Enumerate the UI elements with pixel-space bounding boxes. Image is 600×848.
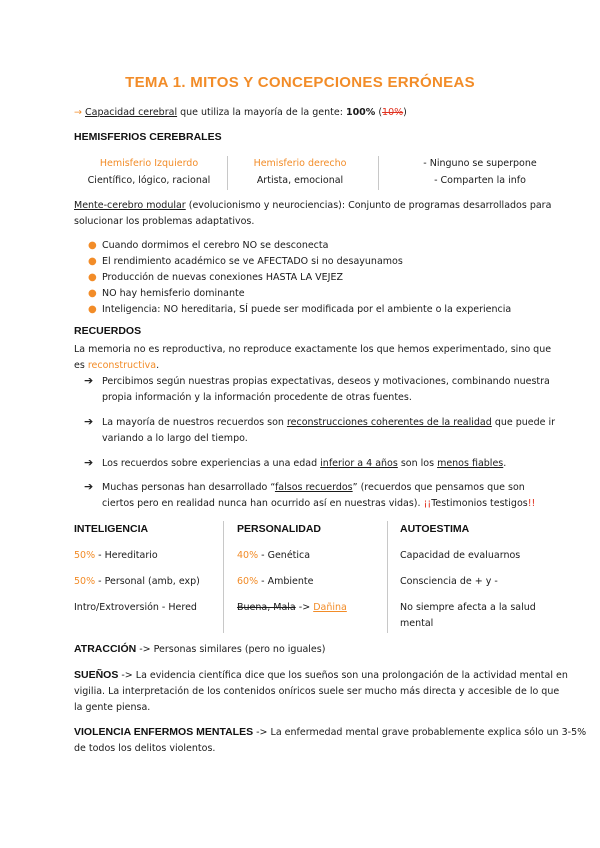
list-item: ● Producción de nuevas conexiones HASTA LA VEJEZ <box>88 270 511 286</box>
table-cell: 60% - Ambiente <box>237 576 314 587</box>
autoestima-heading: AUTOESTIMA <box>400 523 470 535</box>
table-cell: 50% - Personal (amb, exp) <box>74 576 200 587</box>
list-item: ➔ Muchas personas han desarrollado “falsos recuerdos” (recuerdos que pensamos que son ciertos pero en realidad nunca han ocurrido así en nuestras vidas). ¡¡Testimonios testigos!! <box>84 480 536 509</box>
suenos-paragraph: SUEÑOS -> La evidencia científica dice que los sueños son una prolongación de la actividad mental en vigilia. La interpretación de los contenidos oníricos suele ser mucho más directa y accesible de lo que la gente piensa. <box>74 669 568 713</box>
right-hemisphere: Hemisferio derecho Artista, emocional <box>253 158 347 186</box>
list-item: ● Cuando dormimos el cerebro NO se desconecta <box>88 238 511 254</box>
bullet-icon: ● <box>88 240 97 251</box>
arrow-icon: → <box>74 107 82 118</box>
page-title: TEMA 1. MITOS Y CONCEPCIONES ERRÓNEAS <box>125 74 475 91</box>
table-cell: Consciencia de + y - <box>400 576 498 587</box>
personalidad-heading: PERSONALIDAD <box>237 523 322 535</box>
table-cell: Capacidad de evaluarnos <box>400 550 521 561</box>
divider <box>387 521 388 633</box>
table-cell: Intro/Extroversión - Hered <box>74 602 197 613</box>
bullet-icon: ● <box>88 256 97 267</box>
divider <box>227 156 228 190</box>
intro-line: → Capacidad cerebral que utiliza la mayoría de la gente: 100% (10%) <box>74 107 407 118</box>
modular-paragraph: Mente-cerebro modular (evolucionismo y neurociencias): Conjunto de programas desarrollados para solucionar los problemas adaptativos. <box>74 200 552 227</box>
list-item: ➔ Los recuerdos sobre experiencias a una edad inferior a 4 años son los menos fiables. <box>84 456 507 469</box>
list-item: ● Inteligencia: NO hereditaria, SÍ puede ser modificada por el ambiente o la experiencia <box>88 302 511 318</box>
violencia-paragraph: VIOLENCIA ENFERMOS MENTALES -> La enfermedad mental grave probablemente explica sólo un 3-5% de todos los delitos violentos. <box>74 726 587 754</box>
divider <box>223 521 224 633</box>
arrow-right-icon: ➔ <box>84 415 94 428</box>
hemispheres-heading: HEMISFERIOS CEREBRALES <box>74 131 222 143</box>
inteligencia-heading: INTELIGENCIA <box>74 523 149 535</box>
hemisphere-notes: - Ninguno se superpone - Comparten la info <box>423 158 537 186</box>
table-cell: mental <box>400 618 434 629</box>
list-item: ● NO hay hemisferio dominante <box>88 286 511 302</box>
divider <box>378 156 379 190</box>
bullet-icon: ● <box>88 304 97 315</box>
myths-list <box>88 238 511 318</box>
recuerdos-heading: RECUERDOS <box>74 325 142 337</box>
list-item: ➔ La mayoría de nuestros recuerdos son reconstrucciones coherentes de la realidad que puede ir variando a lo largo del tiempo. <box>84 415 556 444</box>
list-item: ➔ Percibimos según nuestras propias expectativas, deseos y motivaciones, combinando nuestra propia información y la información procedente de otras fuentes. <box>84 374 550 403</box>
atraccion-line: ATRACCIÓN -> Personas similares (pero no iguales) <box>74 643 326 655</box>
table-cell: 50% - Hereditario <box>74 550 158 561</box>
arrow-right-icon: ➔ <box>84 374 94 387</box>
recuerdos-intro: La memoria no es reproductiva, no reproduce exactamente los que hemos experimentado, sino que es reconstructiva. <box>74 344 552 371</box>
bullet-icon: ● <box>88 288 97 299</box>
table-cell: 40% - Genética <box>237 550 311 561</box>
arrow-right-icon: ➔ <box>84 456 94 469</box>
bullet-icon: ● <box>88 272 97 283</box>
list-item: ● El rendimiento académico se ve AFECTADO si no desayunamos <box>88 254 511 270</box>
left-hemisphere: Hemisferio Izquierdo Científico, lógico, racional <box>87 158 211 186</box>
table-cell: Buena, Mala -> Dañina <box>237 602 347 613</box>
arrow-right-icon: ➔ <box>84 480 94 493</box>
table-cell: No siempre afecta a la salud <box>400 602 536 613</box>
